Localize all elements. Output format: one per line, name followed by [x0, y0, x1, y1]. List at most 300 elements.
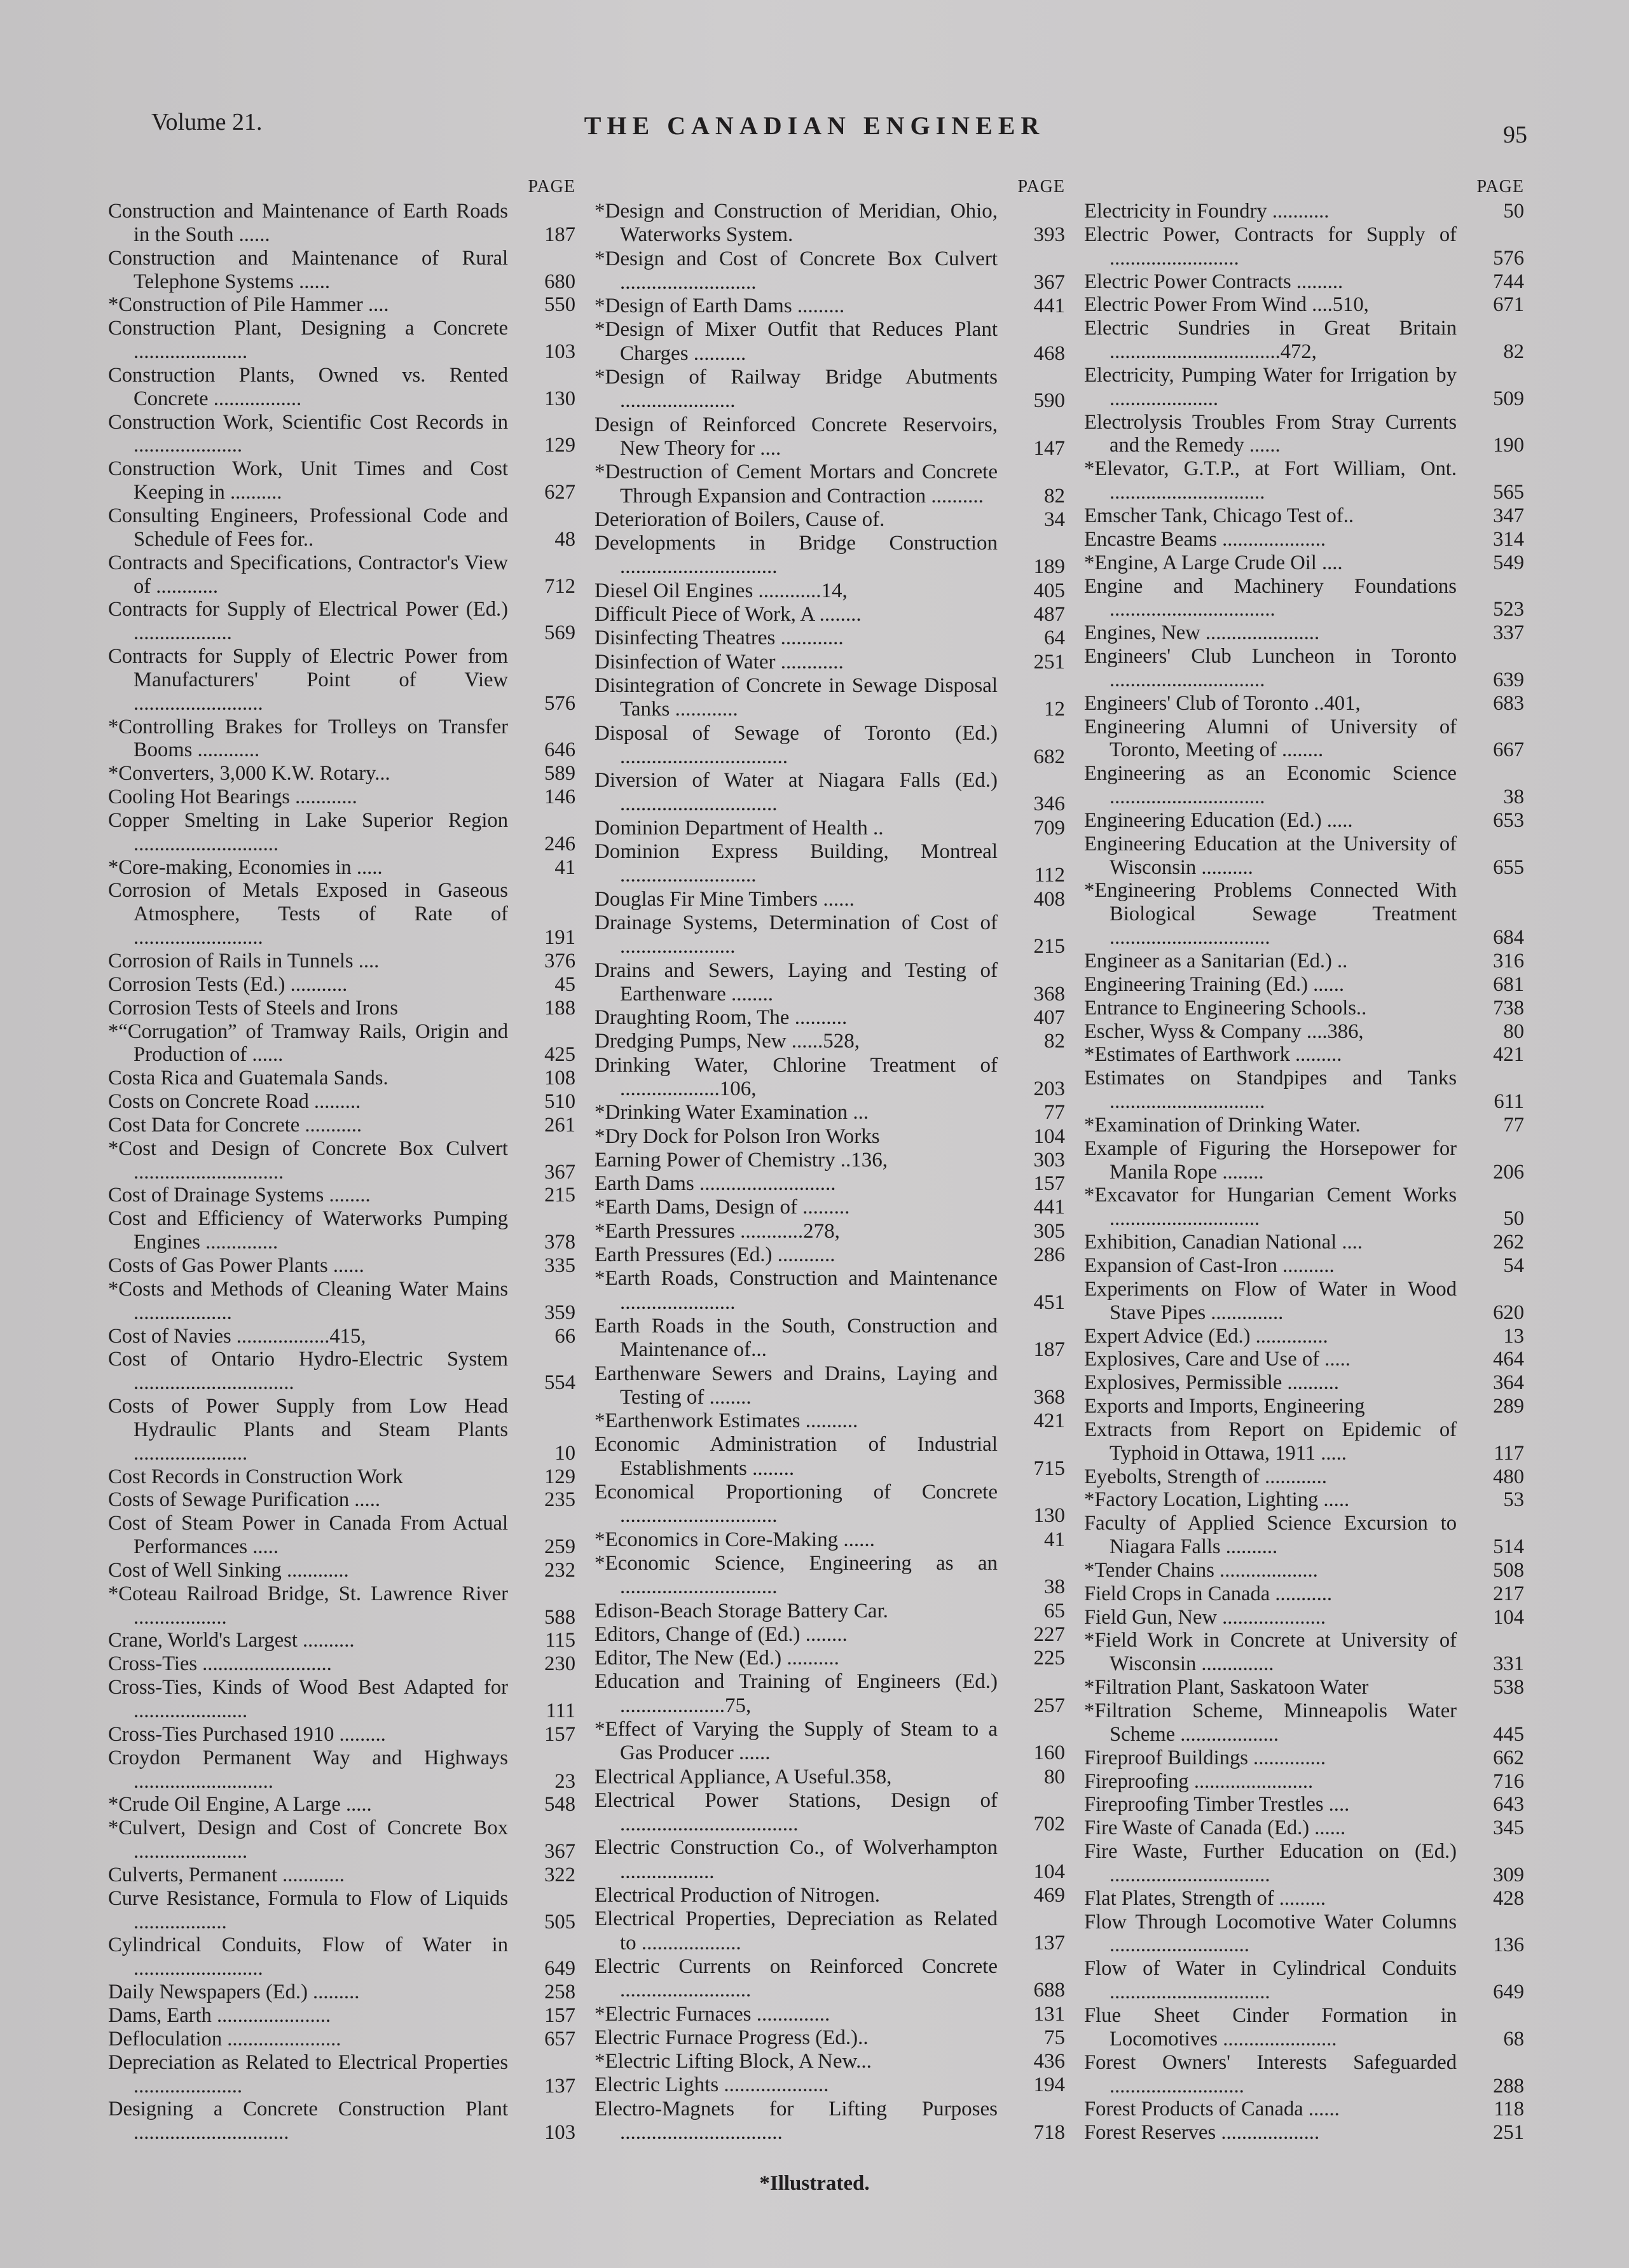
index-entry-page: 104: [1033, 1124, 1065, 1148]
index-entry-page: 620: [1493, 1301, 1524, 1324]
index-entry-page: 187: [544, 223, 575, 246]
index-entry-page: 378: [544, 1231, 575, 1254]
index-entry: [595, 911, 1065, 959]
index-entry-page: 54: [1503, 1254, 1524, 1277]
index-entry-text: *Design of Earth Dams .........: [595, 294, 845, 318]
index-entry-page: 345: [1493, 1816, 1524, 1840]
index-entry: [1084, 1676, 1524, 1699]
index-entry-text: Developments in Bridge Construction ..............................: [595, 532, 998, 579]
index-entry-text: Corrosion of Rails in Tunnels ....: [108, 950, 380, 972]
index-entry-page: 684: [1493, 926, 1524, 950]
index-entry-text: Electricity, Pumping Water for Irrigation by .....................: [1084, 363, 1457, 410]
index-entry-text: Culverts, Permanent ............: [108, 1863, 345, 1886]
index-entry: [1084, 457, 1524, 504]
index-entry-page: 738: [1493, 996, 1524, 1020]
index-entry: [595, 1409, 1065, 1433]
index-entry-page: 683: [1493, 691, 1524, 715]
index-entry-text: Fireproofing .......................: [1084, 1769, 1314, 1793]
index-entry-page: 82: [1503, 340, 1524, 364]
index-entry-page: 469: [1033, 1884, 1065, 1907]
index-entry-text: *Excavator for Hungarian Cement Works .............................: [1084, 1184, 1457, 1231]
index-entry-text: Costs of Power Supply from Low Head Hydraulic Plants and Steam Plants ......................: [108, 1395, 508, 1465]
index-entry-page: 682: [1033, 745, 1065, 768]
index-entry: [1084, 1816, 1524, 1840]
index-entry: [595, 1101, 1065, 1124]
index-entry-text: Dams, Earth ......................: [108, 2003, 331, 2027]
index-entry-page: 13: [1503, 1324, 1524, 1348]
index-entry-text: *Effect of Varying the Supply of Steam to a Gas Producer ......: [595, 1718, 998, 1765]
page-column-label: PAGE: [1476, 177, 1524, 197]
index-entry-text: *Earth Roads, Construction and Maintenance ......................: [595, 1267, 998, 1314]
index-entry-text: Experiments on Flow of Water in Wood Stave Pipes ..............: [1084, 1277, 1457, 1324]
index-entry: [595, 460, 1065, 508]
index-entry-page: 359: [544, 1301, 575, 1324]
index-entry: [595, 1481, 1065, 1528]
index-entry: [595, 1789, 1065, 1837]
index-entry-page: 190: [1493, 434, 1524, 457]
index-entry-page: 407: [1033, 1006, 1065, 1030]
index-entry: [108, 1887, 575, 1934]
index-entry-page: 590: [1033, 389, 1065, 413]
index-entry-page: 667: [1493, 738, 1524, 762]
index-entry: [108, 1278, 575, 1325]
index-entry-page: 41: [1044, 1528, 1065, 1551]
index-entry: [595, 1267, 1065, 1315]
index-entry-page: 77: [1044, 1101, 1065, 1124]
index-entry-page: 303: [1033, 1148, 1065, 1172]
index-entry: [595, 247, 1065, 295]
index-entry: [595, 2026, 1065, 2050]
index-entry-page: 309: [1493, 1863, 1524, 1886]
index-entry: [108, 716, 575, 763]
index-entry-text: *Electric Furnaces ..............: [595, 2002, 830, 2026]
index-entry-page: 649: [1493, 1981, 1524, 2004]
index-entry-page: 157: [544, 2003, 575, 2027]
running-head: [0, 108, 1629, 159]
index-entry-text: Dominion Department of Health ..: [595, 816, 884, 840]
index-entry-text: Cross-Ties Purchased 1910 .........: [108, 1722, 386, 1746]
index-entry: [595, 2073, 1065, 2097]
index-entry: [595, 959, 1065, 1007]
index-entry: [1084, 1606, 1524, 1629]
index-entry: [1084, 950, 1524, 973]
index-entry-text: Expert Advice (Ed.) ..............: [1084, 1324, 1328, 1348]
index-entry: [595, 1884, 1065, 1907]
index-entry-text: Dominion Express Building, Montreal ..........................: [595, 840, 998, 887]
index-entry-text: Electric Construction Co., of Wolverhampton ..................: [595, 1836, 998, 1883]
index-entry-page: 203: [1033, 1077, 1065, 1100]
index-entry-page: 131: [1033, 2002, 1065, 2026]
index-entry: [108, 551, 575, 598]
index-entry-text: Cost Data for Concrete ...........: [108, 1113, 362, 1137]
index-entry: [1084, 879, 1524, 950]
index-entry: [108, 411, 575, 458]
index-entry-page: 215: [544, 1184, 575, 1207]
index-entry-page: 428: [1493, 1886, 1524, 1910]
index-entry-text: Diesel Oil Engines ............14,: [595, 579, 848, 602]
index-entry: [1084, 809, 1524, 833]
index-entry-text: Consulting Engineers, Professional Code and Schedule of Fees for..: [108, 504, 508, 551]
index-entry-text: Electric Power, Contracts for Supply of .........................: [1084, 223, 1457, 270]
index-entry: [1084, 551, 1524, 575]
index-entry-page: 118: [1494, 2098, 1524, 2121]
page-column-label: PAGE: [1017, 177, 1065, 197]
index-entry: [595, 2050, 1065, 2073]
index-entry-page: 111: [546, 1699, 575, 1722]
index-entry-text: Croydon Permanent Way and Highways ...........................: [108, 1746, 508, 1793]
index-entry-page: 147: [1033, 436, 1065, 460]
index-entry-text: *Earth Dams, Design of .........: [595, 1196, 850, 1219]
index-entry-page: 103: [544, 340, 575, 364]
index-entry: [1084, 1043, 1524, 1067]
index-entry-text: Electro-Magnets for Lifting Purposes ...............................: [595, 2097, 998, 2145]
index-entry-text: *Drinking Water Examination ...: [595, 1101, 869, 1124]
index-entry-page: 565: [1493, 481, 1524, 504]
index-entry: [595, 508, 1065, 532]
index-entry-page: 331: [1493, 1652, 1524, 1676]
index-entry: [595, 769, 1065, 817]
index-entry-page: 286: [1033, 1243, 1065, 1267]
index-entry-page: 12: [1044, 698, 1065, 721]
index-entry-text: Crane, World's Largest ..........: [108, 1629, 355, 1652]
index-entry-text: Construction and Maintenance of Rural Telephone Systems ......: [108, 246, 508, 293]
index-entry-page: 508: [1493, 1558, 1524, 1582]
index-entry-page: 688: [1033, 1979, 1065, 2002]
index-entry: [108, 1020, 575, 1067]
index-entry: [595, 888, 1065, 911]
index-entry: [595, 1125, 1065, 1149]
index-entry-page: 510: [544, 1090, 575, 1114]
index-entry-page: 550: [544, 293, 575, 317]
index-entry: [108, 2004, 575, 2028]
index-entry-page: 367: [544, 1160, 575, 1184]
index-entry-page: 136: [1493, 1933, 1524, 1957]
index-entry: [108, 1816, 575, 1863]
index-entry: [1084, 1699, 1524, 1746]
index-entry: [108, 1723, 575, 1746]
index-entry: [595, 532, 1065, 579]
index-entry: [595, 1718, 1065, 1766]
index-entry: [1084, 621, 1524, 645]
index-entry-text: Electrical Production of Nitrogen.: [595, 1884, 881, 1907]
index-entry-page: 82: [1044, 484, 1065, 508]
index-entry: [595, 603, 1065, 626]
index-entry-text: *Electric Lifting Block, A New...: [595, 2050, 872, 2073]
index-entry: [108, 293, 575, 317]
index-entry-page: 187: [1033, 1338, 1065, 1362]
index-entry: [1084, 645, 1524, 692]
index-entry-text: Fire Waste, Further Education on (Ed.) ...............................: [1084, 1840, 1457, 1886]
index-entry: [595, 294, 1065, 318]
index-entry-page: 421: [1033, 1409, 1065, 1433]
index-entry-page: 188: [544, 996, 575, 1020]
index-entry: [108, 1863, 575, 1887]
index-entry-page: 257: [1033, 1694, 1065, 1717]
index-entry-page: 509: [1493, 387, 1524, 410]
index-entry: [595, 2098, 1065, 2145]
index-entry-page: 258: [544, 1981, 575, 2004]
index-entry-text: *Tender Chains ...................: [1084, 1558, 1318, 1582]
index-column-3: [1084, 177, 1524, 2145]
index-entry-text: Fireproof Buildings ..............: [1084, 1746, 1326, 1769]
index-entry: [108, 1582, 575, 1629]
index-entry-text: Earth Pressures (Ed.) ...........: [595, 1243, 835, 1267]
volume-label: Volume 21.: [151, 109, 263, 135]
index-entry-text: Contracts and Specifications, Contractor's View of ............: [108, 551, 508, 598]
index-entry-text: Flow of Water in Cylindrical Conduits ...............................: [1084, 1957, 1457, 2004]
index-entry-text: Earthenware Sewers and Drains, Laying and Testing of ........: [595, 1362, 998, 1409]
index-entry-page: 505: [544, 1910, 575, 1933]
index-entry: [1084, 270, 1524, 294]
index-entry-page: 215: [1033, 935, 1065, 958]
index-entry: [108, 856, 575, 880]
index-entry: [108, 1746, 575, 1794]
index-entry-page: 50: [1503, 1207, 1524, 1231]
index-entry-page: 548: [544, 1793, 575, 1816]
index-entry-text: Engineers' Club Luncheon in Toronto ..............................: [1084, 645, 1457, 691]
index-entry-page: 23: [554, 1769, 575, 1793]
index-entry: [1084, 692, 1524, 716]
index-entry-page: 709: [1033, 816, 1065, 840]
index-entry: [1084, 2004, 1524, 2051]
index-entry-text: *Destruction of Cement Mortars and Concrete Through Expansion and Contraction ..........: [595, 460, 998, 508]
index-entry-text: Costs of Gas Power Plants ......: [108, 1254, 364, 1277]
index-entry-page: 104: [1033, 1860, 1065, 1883]
index-entry-text: *Engine, A Large Crude Oil ....: [1084, 551, 1343, 574]
page-number: 95: [1503, 121, 1527, 148]
index-entry: [595, 1054, 1065, 1102]
index-entry: [108, 1488, 575, 1512]
index-entry-text: Example of Figuring the Horsepower for Manila Rope ........: [1084, 1137, 1457, 1184]
index-entry-page: 441: [1033, 1196, 1065, 1219]
index-entry-text: Encastre Beams ....................: [1084, 527, 1326, 551]
index-entry-text: *Elevator, G.T.P., at Fort William, Ont. ..............................: [1084, 457, 1457, 504]
index-entry-text: *“Corrugation” of Tramway Rails, Origin and Production of ......: [108, 1020, 508, 1067]
index-entry: [108, 1395, 575, 1465]
index-entry: [108, 2028, 575, 2051]
index-entry: [1084, 223, 1524, 270]
index-entry-page: 130: [544, 387, 575, 410]
index-entry-page: 702: [1033, 1813, 1065, 1836]
index-entry-text: Cooling Hot Bearings ............: [108, 785, 357, 809]
index-entry: [1084, 1770, 1524, 1794]
index-entry-page: 322: [544, 1863, 575, 1886]
index-entry: [108, 1465, 575, 1489]
index-entry-text: *Field Work in Concrete at University of Wisconsin ..............: [1084, 1629, 1457, 1676]
index-entry: [595, 1528, 1065, 1552]
index-entry-text: Engineering Education (Ed.) .....: [1084, 808, 1353, 832]
index-entry: [108, 1559, 575, 1582]
index-entry-page: 655: [1493, 855, 1524, 879]
index-entry: [595, 626, 1065, 650]
index-entry-page: 112: [1034, 864, 1065, 887]
index-entry-page: 681: [1493, 972, 1524, 996]
index-entry-page: 405: [1033, 579, 1065, 602]
index-entry: [1084, 1067, 1524, 1114]
index-entry: [595, 1172, 1065, 1196]
index-entry-page: 65: [1044, 1599, 1065, 1622]
index-entry-page: 130: [1033, 1504, 1065, 1528]
index-entry: [595, 1552, 1065, 1600]
index-entry: [108, 1652, 575, 1676]
index-entry-page: 80: [1503, 1020, 1524, 1043]
index-entry-page: 337: [1493, 621, 1524, 645]
index-entry-page: 66: [554, 1324, 575, 1348]
index-entry: [1084, 1137, 1524, 1184]
index-entry-page: 643: [1493, 1793, 1524, 1816]
index-entry-text: *Economics in Core-Making ......: [595, 1528, 875, 1551]
index-entry: [595, 1766, 1065, 1789]
index-entry-text: Construction Plant, Designing a Concrete ......................: [108, 317, 508, 364]
index-entry: [1084, 1887, 1524, 1911]
index-entry: [1084, 1395, 1524, 1418]
index-entry-text: *Filtration Scheme, Minneapolis Water Scheme ...................: [1084, 1699, 1457, 1746]
index-entry: [1084, 1020, 1524, 1044]
index-entry: [108, 1512, 575, 1559]
index-entry-page: 368: [1033, 1385, 1065, 1409]
index-entry: [595, 1623, 1065, 1647]
index-entry-text: Estimates on Standpipes and Tanks ..............................: [1084, 1067, 1457, 1114]
index-entry-page: 289: [1493, 1395, 1524, 1418]
index-entry-text: *Economic Science, Engineering as an ..............................: [595, 1551, 998, 1599]
index-entry-text: Escher, Wyss & Company ....386,: [1084, 1020, 1364, 1043]
index-entry-text: Electric Power From Wind ....510,: [1084, 293, 1369, 317]
index-entry: [1084, 317, 1524, 364]
index-entry-text: Douglas Fir Mine Timbers ......: [595, 887, 855, 911]
index-entry-text: Design of Reinforced Concrete Reservoirs, New Theory for ....: [595, 413, 998, 460]
index-entry: [595, 1243, 1065, 1267]
index-entry: [1084, 1465, 1524, 1489]
index-entry-text: Electricity in Foundry ...........: [1084, 200, 1330, 223]
index-entry-text: Cost of Drainage Systems ........: [108, 1184, 371, 1207]
index-entry-page: 611: [1494, 1090, 1524, 1114]
index-entry-text: Fireproofing Timber Trestles ....: [1084, 1793, 1350, 1816]
index-entry-page: 48: [554, 527, 575, 551]
index-entry-page: 576: [1493, 246, 1524, 270]
index-entry-text: *Design and Construction of Meridian, Ohio, Waterworks System.: [595, 200, 998, 247]
index-entry-text: Cost of Steam Power in Canada From Actual Performances .....: [108, 1512, 508, 1559]
index-entry-text: Construction Plants, Owned vs. Rented Concrete .................: [108, 363, 508, 410]
index-entry-page: 715: [1033, 1456, 1065, 1480]
index-entry: [595, 1030, 1065, 1053]
index-entry-page: 589: [544, 762, 575, 785]
index-entry: [1084, 1793, 1524, 1816]
index-entry-page: 157: [1033, 1172, 1065, 1196]
index-entry: [108, 1207, 575, 1254]
index-entry-page: 50: [1503, 200, 1524, 223]
index-entry-text: Forest Products of Canada ......: [1084, 2098, 1340, 2121]
index-entry: [1084, 1559, 1524, 1582]
index-entry-page: 64: [1044, 626, 1065, 650]
index-entry: [1084, 1512, 1524, 1559]
index-entry: [108, 1933, 575, 1981]
index-entry: [1084, 1231, 1524, 1254]
index-entry: [1084, 364, 1524, 411]
index-entry-page: 34: [1044, 508, 1065, 531]
index-entry-text: Entrance to Engineering Schools..: [1084, 996, 1367, 1020]
index-entry: [108, 973, 575, 997]
index-entry-page: 80: [1044, 1765, 1065, 1788]
index-entry: [108, 1184, 575, 1207]
index-entry-text: *Coteau Railroad Bridge, St. Lawrence River ..................: [108, 1582, 508, 1629]
index-entry-page: 335: [544, 1254, 575, 1277]
index-entry-text: *Converters, 3,000 K.W. Rotary...: [108, 762, 390, 785]
index-entry-page: 251: [1493, 2121, 1524, 2145]
index-entry-text: Cost of Well Sinking ............: [108, 1558, 349, 1582]
index-entry-page: 523: [1493, 598, 1524, 621]
index-entry-page: 744: [1493, 270, 1524, 293]
index-entry: [595, 1220, 1065, 1243]
index-entry-text: Edison-Beach Storage Battery Car.: [595, 1599, 888, 1622]
index-entry-text: *Design of Mixer Outfit that Reduces Plant Charges ..........: [595, 318, 998, 365]
index-entry-text: Engineering Alumni of University of Toronto, Meeting of ........: [1084, 715, 1457, 762]
index-entry-page: 639: [1493, 668, 1524, 691]
index-entry-text: *Engineering Problems Connected With Biological Sewage Treatment ...............................: [1084, 879, 1457, 950]
index-entry: [1084, 1371, 1524, 1395]
index-entry-text: Earth Roads in the South, Construction and Maintenance of...: [595, 1314, 998, 1362]
index-entry-page: 129: [544, 1465, 575, 1488]
index-entry-text: Economic Administration of Industrial Establishments ........: [595, 1433, 998, 1480]
index-entry-page: 367: [544, 1840, 575, 1863]
index-entry: [1084, 1746, 1524, 1770]
index-entry-text: Electrical Power Stations, Design of ..................................: [595, 1788, 998, 1836]
index-entry-text: Copper Smelting in Lake Superior Region ............................: [108, 808, 508, 855]
index-entry-page: 104: [1493, 1605, 1524, 1629]
index-entry-page: 103: [544, 2121, 575, 2145]
index-entry: [595, 840, 1065, 888]
index-entry-page: 45: [554, 972, 575, 996]
index-entry-text: Expansion of Cast-Iron ..........: [1084, 1254, 1335, 1277]
index-entry-page: 108: [544, 1067, 575, 1090]
index-entry: [1084, 1278, 1524, 1325]
index-entry-page: 538: [1493, 1676, 1524, 1699]
index-entry-text: *Design and Cost of Concrete Box Culvert ..........................: [595, 247, 998, 294]
index-entry: [108, 950, 575, 973]
index-entry: [595, 1315, 1065, 1362]
index-entry-page: 157: [544, 1722, 575, 1746]
index-entry-page: 588: [544, 1605, 575, 1629]
index-entry-text: Explosives, Care and Use of .....: [1084, 1348, 1351, 1371]
index-entry-page: 146: [544, 785, 575, 809]
index-entry-text: Electrical Properties, Depreciation as Related to ...................: [595, 1907, 998, 1954]
index-entry-page: 38: [1503, 785, 1524, 809]
index-entry: [595, 1196, 1065, 1219]
index-entry-text: Corrosion of Metals Exposed in Gaseous Atmosphere, Tests of Rate of .........................: [108, 879, 508, 950]
index-entry-page: 393: [1033, 223, 1065, 247]
index-column-2: [595, 177, 1065, 2145]
index-entry-page: 487: [1033, 603, 1065, 626]
index-entry: [595, 817, 1065, 840]
index-entry-page: 445: [1493, 1722, 1524, 1746]
index-entry-page: 137: [1033, 1931, 1065, 1954]
index-entry-text: Disintegration of Concrete in Sewage Disposal Tanks ............: [595, 674, 998, 721]
index-entry-page: 464: [1493, 1348, 1524, 1371]
index-entry-text: *Estimates of Earthwork .........: [1084, 1043, 1342, 1067]
index-entry: [1084, 1957, 1524, 2004]
index-entry: [1084, 528, 1524, 551]
index-entry-page: 230: [544, 1652, 575, 1676]
index-entry: [108, 317, 575, 364]
index-entry: [108, 2051, 575, 2098]
index-entry: [1084, 716, 1524, 763]
index-entry-page: 364: [1493, 1371, 1524, 1395]
index-entry: [595, 1600, 1065, 1623]
index-entry-text: Costs of Sewage Purification .....: [108, 1488, 380, 1512]
index-entry-page: 129: [544, 434, 575, 457]
index-entry-text: Engine and Machinery Foundations ................................: [1084, 574, 1457, 621]
index-entry: [595, 1647, 1065, 1670]
index-entry-text: Earth Dams ..........................: [595, 1172, 836, 1196]
